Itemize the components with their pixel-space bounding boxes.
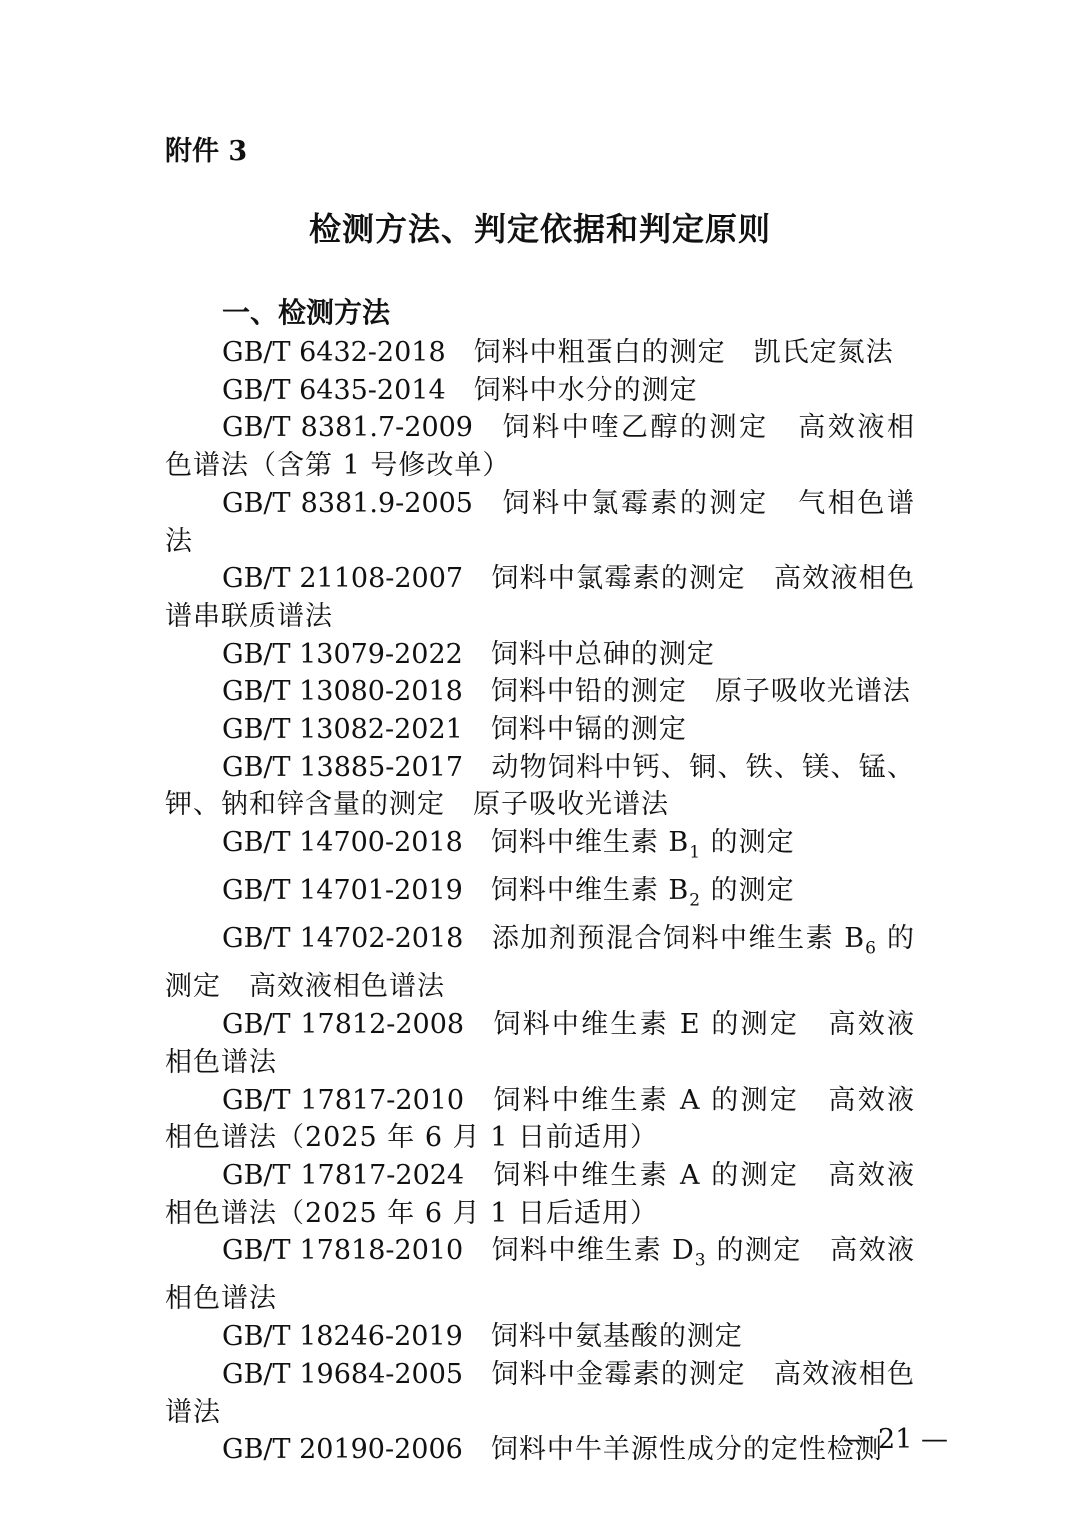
standard-code: GB/T 19684-2005 [222,1358,464,1390]
method-entry [165,409,915,484]
standard-title: 饲料中维生素 E 的测定 高效液相色谱法 [165,1009,915,1078]
standard-code: GB/T 17817-2010 [222,1084,465,1116]
standard-title: 饲料中总砷的测定 [490,638,715,670]
standard-title: 饲料中维生素 D [491,1235,695,1267]
attachment-label: 附件 3 [165,136,248,167]
method-entry [165,372,915,410]
standard-title: 饲料中维生素 B [490,875,690,907]
method-entry [165,673,915,711]
standard-title-rest: 的测定 [701,875,795,907]
standard-title-rest: 的测定 [701,827,795,859]
method-entry [165,560,915,635]
subscript: 6 [865,938,877,959]
subscript: 2 [689,890,702,911]
standard-code: GB/T 14702-2018 [222,923,464,955]
standard-code: GB/T 18246-2019 [222,1321,463,1353]
method-entry [165,920,915,1006]
standard-title-rest: 的测定 高效液相色谱法 [165,923,915,1003]
standard-code: GB/T 13080-2018 [222,676,463,708]
standard-code: GB/T 17818-2010 [222,1235,464,1267]
method-entry [165,1318,915,1356]
method-entry [165,1431,915,1469]
standard-code: GB/T 13082-2021 [222,714,463,746]
section-heading: 一、检测方法 [222,296,391,329]
method-entry [165,1356,915,1431]
method-entry [165,749,915,824]
standard-title-rest: 的测定 高效液相色谱法 [165,1235,915,1315]
standard-code: GB/T 14701-2019 [222,875,463,907]
standard-code: GB/T 20190-2006 [222,1434,463,1466]
standard-title: 动物饲料中钙、铜、铁、镁、锰、钾、钠和锌含量的测定 原子吸收光谱法 [165,751,916,821]
standard-code: GB/T 13079-2022 [222,638,463,670]
standard-title: 饲料中镉的测定 [490,714,687,746]
method-entry [165,872,915,920]
subscript: 1 [689,842,702,863]
standard-code: GB/T 17817-2024 [222,1159,465,1191]
method-entry [165,1006,915,1081]
method-entry [165,636,915,674]
standard-title: 饲料中金霉素的测定 高效液相色谱法 [165,1358,916,1428]
page-number: — 21 — [842,1424,948,1455]
standard-title: 饲料中氯霉素的测定 气相色谱法 [165,487,915,557]
method-entry [165,1082,915,1157]
method-entry [165,1232,915,1318]
standard-code: GB/T 14700-2018 [222,827,463,859]
method-entry [165,711,915,749]
method-entry [165,485,915,560]
standard-title: 饲料中粗蛋白的测定 凯氏定氮法 [473,337,894,368]
standard-code: GB/T 8381.9-2005 [222,487,473,519]
standard-title: 饲料中牛羊源性成分的定性检测 [490,1434,883,1466]
standard-title: 饲料中氨基酸的测定 [490,1321,743,1353]
standard-title: 饲料中氯霉素的测定 高效液相色谱串联质谱法 [165,563,916,632]
method-list [165,334,915,1469]
document-title: 检测方法、判定依据和判定原则 [308,210,771,248]
subscript: 3 [694,1250,707,1271]
method-entry [165,1157,915,1232]
standard-title: 饲料中维生素 B [490,827,690,859]
standard-title: 饲料中铅的测定 原子吸收光谱法 [490,676,911,708]
method-entry [165,824,915,872]
standard-code: GB/T 8381.7-2009 [222,412,473,444]
standard-code: GB/T 6435-2014 [222,374,446,406]
standard-code: GB/T 13885-2017 [222,751,464,783]
standard-title: 饲料中维生素 A 的测定 高效液相色谱法（2025 年 6 月 1 日前适用） [165,1084,915,1154]
standard-code: GB/T 21108-2007 [222,563,464,595]
standard-code: GB/T 6432-2018 [222,337,446,368]
standard-title: 饲料中水分的测定 [473,374,698,406]
method-entry [165,334,915,372]
standard-title: 添加剂预混合饲料中维生素 B [491,923,866,955]
standard-code: GB/T 17812-2008 [222,1009,465,1041]
standard-title: 饲料中维生素 A 的测定 高效液相色谱法（2025 年 6 月 1 日后适用） [165,1159,915,1229]
standard-title: 饲料中喹乙醇的测定 高效液相色谱法（含第 1 号修改单） [165,412,915,482]
